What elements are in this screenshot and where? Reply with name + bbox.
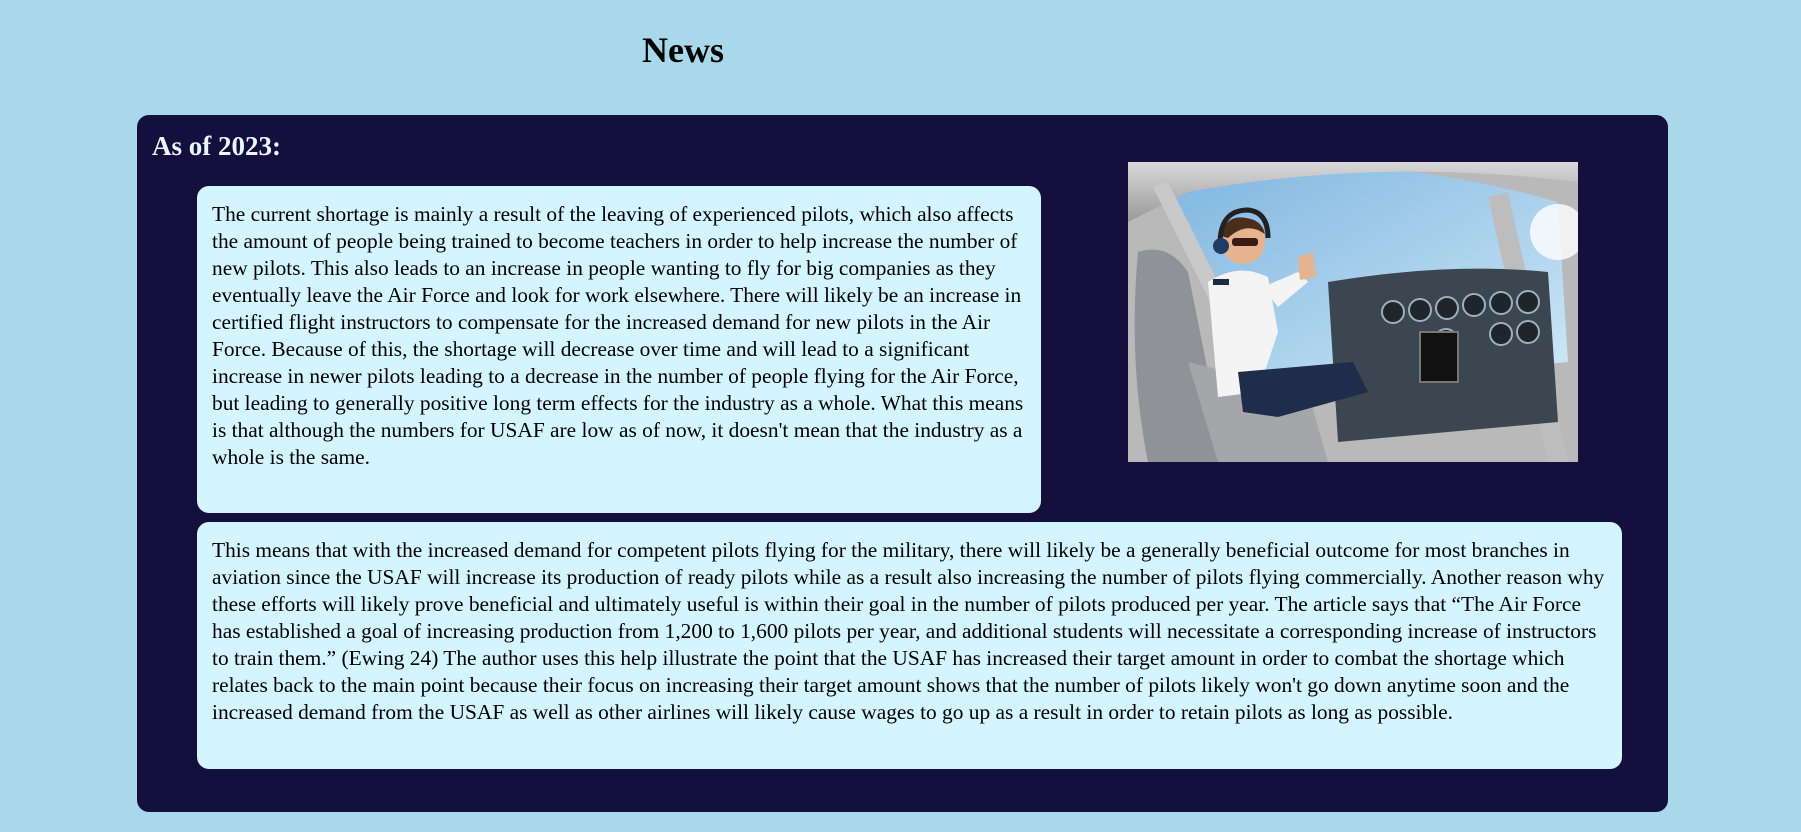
epaulette (1213, 279, 1229, 285)
section-heading: As of 2023: (152, 131, 281, 161)
headset-earcup (1213, 238, 1229, 254)
paragraph-card-1: The current shortage is mainly a result of the leaving of experienced pilots, which also affects the amount of people being trained to become teachers in order to help increase the number of new pilots. This also leads to an increase in people wanting to fly for big companies as they eventually leave the Air Force and look for work elsewhere. There will likely be an increase in certified flight instructors to compensate for the increased demand for new pilots in the Air Force. Because of this, the shortage will decrease over time and will lead to a significant increase in newer pilots leading to a decrease in the number of people flying for the Air Force, but leading to generally positive long term effects for the industry as a whole. What this means is that although the numbers for USAF are low as of now, it doesn't mean that the industry as a whole is the same. (197, 186, 1041, 513)
pilot-sunglasses (1232, 238, 1258, 246)
news-panel (137, 115, 1668, 812)
pilot-hand (1298, 252, 1316, 280)
navigation-screen (1420, 332, 1458, 382)
paragraph-card-2: This means that with the increased demand for competent pilots flying for the military, there will likely be a generally beneficial outcome for most branches in aviation since the USAF will increase its production of ready pilots while as a result also increasing the number of pilots flying commercially. Another reason why these efforts will likely prove beneficial and ultimately useful is within their goal in the number of pilots produced per year. The article says that “The Air Force has established a goal of increasing production from 1,200 to 1,600 pilots per year, and additional students will necessitate a corresponding increase of instructors to train them.” (Ewing 24) The author uses this help illustrate the point that the USAF has increased their target amount in order to combat the shortage which relates back to the main point because their focus on increasing their target amount shows that the number of pilots likely won't go down anytime soon and the increased demand from the USAF as well as other airlines will likely cause wages to go up as a result in order to retain pilots as long as possible. (197, 522, 1622, 769)
page-title: News (642, 30, 724, 70)
pilot-cockpit-photo (1128, 162, 1578, 462)
